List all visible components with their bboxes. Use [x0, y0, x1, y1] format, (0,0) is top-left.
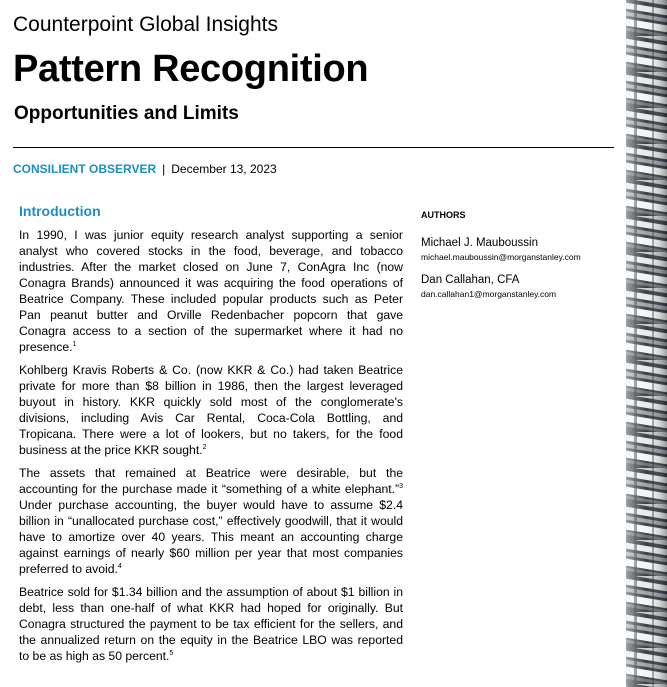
author-entry	[421, 274, 611, 299]
author-email[interactable]: michael.mauboussin@morganstanley.com	[421, 252, 581, 262]
page-title: Pattern Recognition	[13, 48, 369, 90]
byline	[13, 162, 277, 176]
paragraph	[19, 227, 403, 355]
publication-date: December 13, 2023	[171, 162, 277, 176]
authors-panel	[421, 210, 611, 311]
woven-strips-image	[626, 0, 667, 687]
header-divider	[13, 147, 614, 148]
series-title: Counterpoint Global Insights	[13, 13, 278, 36]
footnote-ref[interactable]: 4	[117, 562, 122, 570]
footnote-ref[interactable]: 2	[202, 443, 207, 451]
paragraph-text: In 1990, I was junior equity research analyst supporting a senior analyst who covered stocks in the food, beverage, and tobacco industries. After the market closed on June 7, ConAgra Inc (now Conagra Brands) announced it was acquiring the food operations of Beatrice Company. These included popular products such as Peter Pan peanut butter and Orville Redenbacher popcorn that gave Conagra access to a section of the supermarket where it had no presence.	[19, 228, 403, 354]
paragraph-text: Beatrice sold for $1.34 billion and the assumption of about $1 billion in debt, less than one-half of what KKR had hoped for originally. But Conagra structured the payment to be tax efficient for the sellers, and the annualized return on the equity in the Beatrice LBO was reported to be as high as 50 percent.	[19, 585, 403, 663]
paragraph	[19, 362, 403, 458]
author-name: Dan Callahan, CFA	[421, 274, 520, 286]
footnote-ref[interactable]: 3	[399, 482, 403, 490]
paragraph	[19, 465, 403, 577]
paragraph-text: The assets that remained at Beatrice were desirable, but the accounting for the purchase made it “something of a white elephant.”	[19, 466, 403, 496]
footnote-ref[interactable]: 5	[169, 649, 174, 657]
page-subtitle: Opportunities and Limits	[14, 103, 239, 124]
section-heading: Introduction	[19, 203, 101, 219]
footnote-ref[interactable]: 1	[72, 340, 77, 348]
author-entry	[421, 237, 611, 262]
paragraph	[19, 584, 403, 664]
paragraph-text: Kohlberg Kravis Roberts & Co. (now KKR & Co.) had taken Beatrice private for more than $8 billion in 1986, then the largest leveraged buyout in history. KKR quickly sold most of the conglomerate's divisions, including Avis Car Rental, Coca-Cola Bottling, and Tropicana. There were a lot of lookers, but no takers, for the food business at the price KKR sought.	[19, 363, 403, 457]
author-name: Michael J. Mauboussin	[421, 237, 538, 249]
paragraph-text: Under purchase accounting, the buyer would have to assume $2.4 billion in “unallocated purchase cost,” effectively goodwill, that it would have to amortize over 40 years. This meant an accounting charge against earnings of nearly $60 million per year that most companies preferred to avoid.	[19, 498, 403, 576]
series-brand: CONSILIENT OBSERVER	[13, 162, 157, 176]
body-text	[19, 227, 403, 671]
cover-photo	[626, 0, 667, 687]
author-email[interactable]: dan.callahan1@morganstanley.com	[421, 289, 557, 299]
authors-label: AUTHORS	[421, 210, 466, 220]
byline-separator: |	[162, 162, 166, 176]
